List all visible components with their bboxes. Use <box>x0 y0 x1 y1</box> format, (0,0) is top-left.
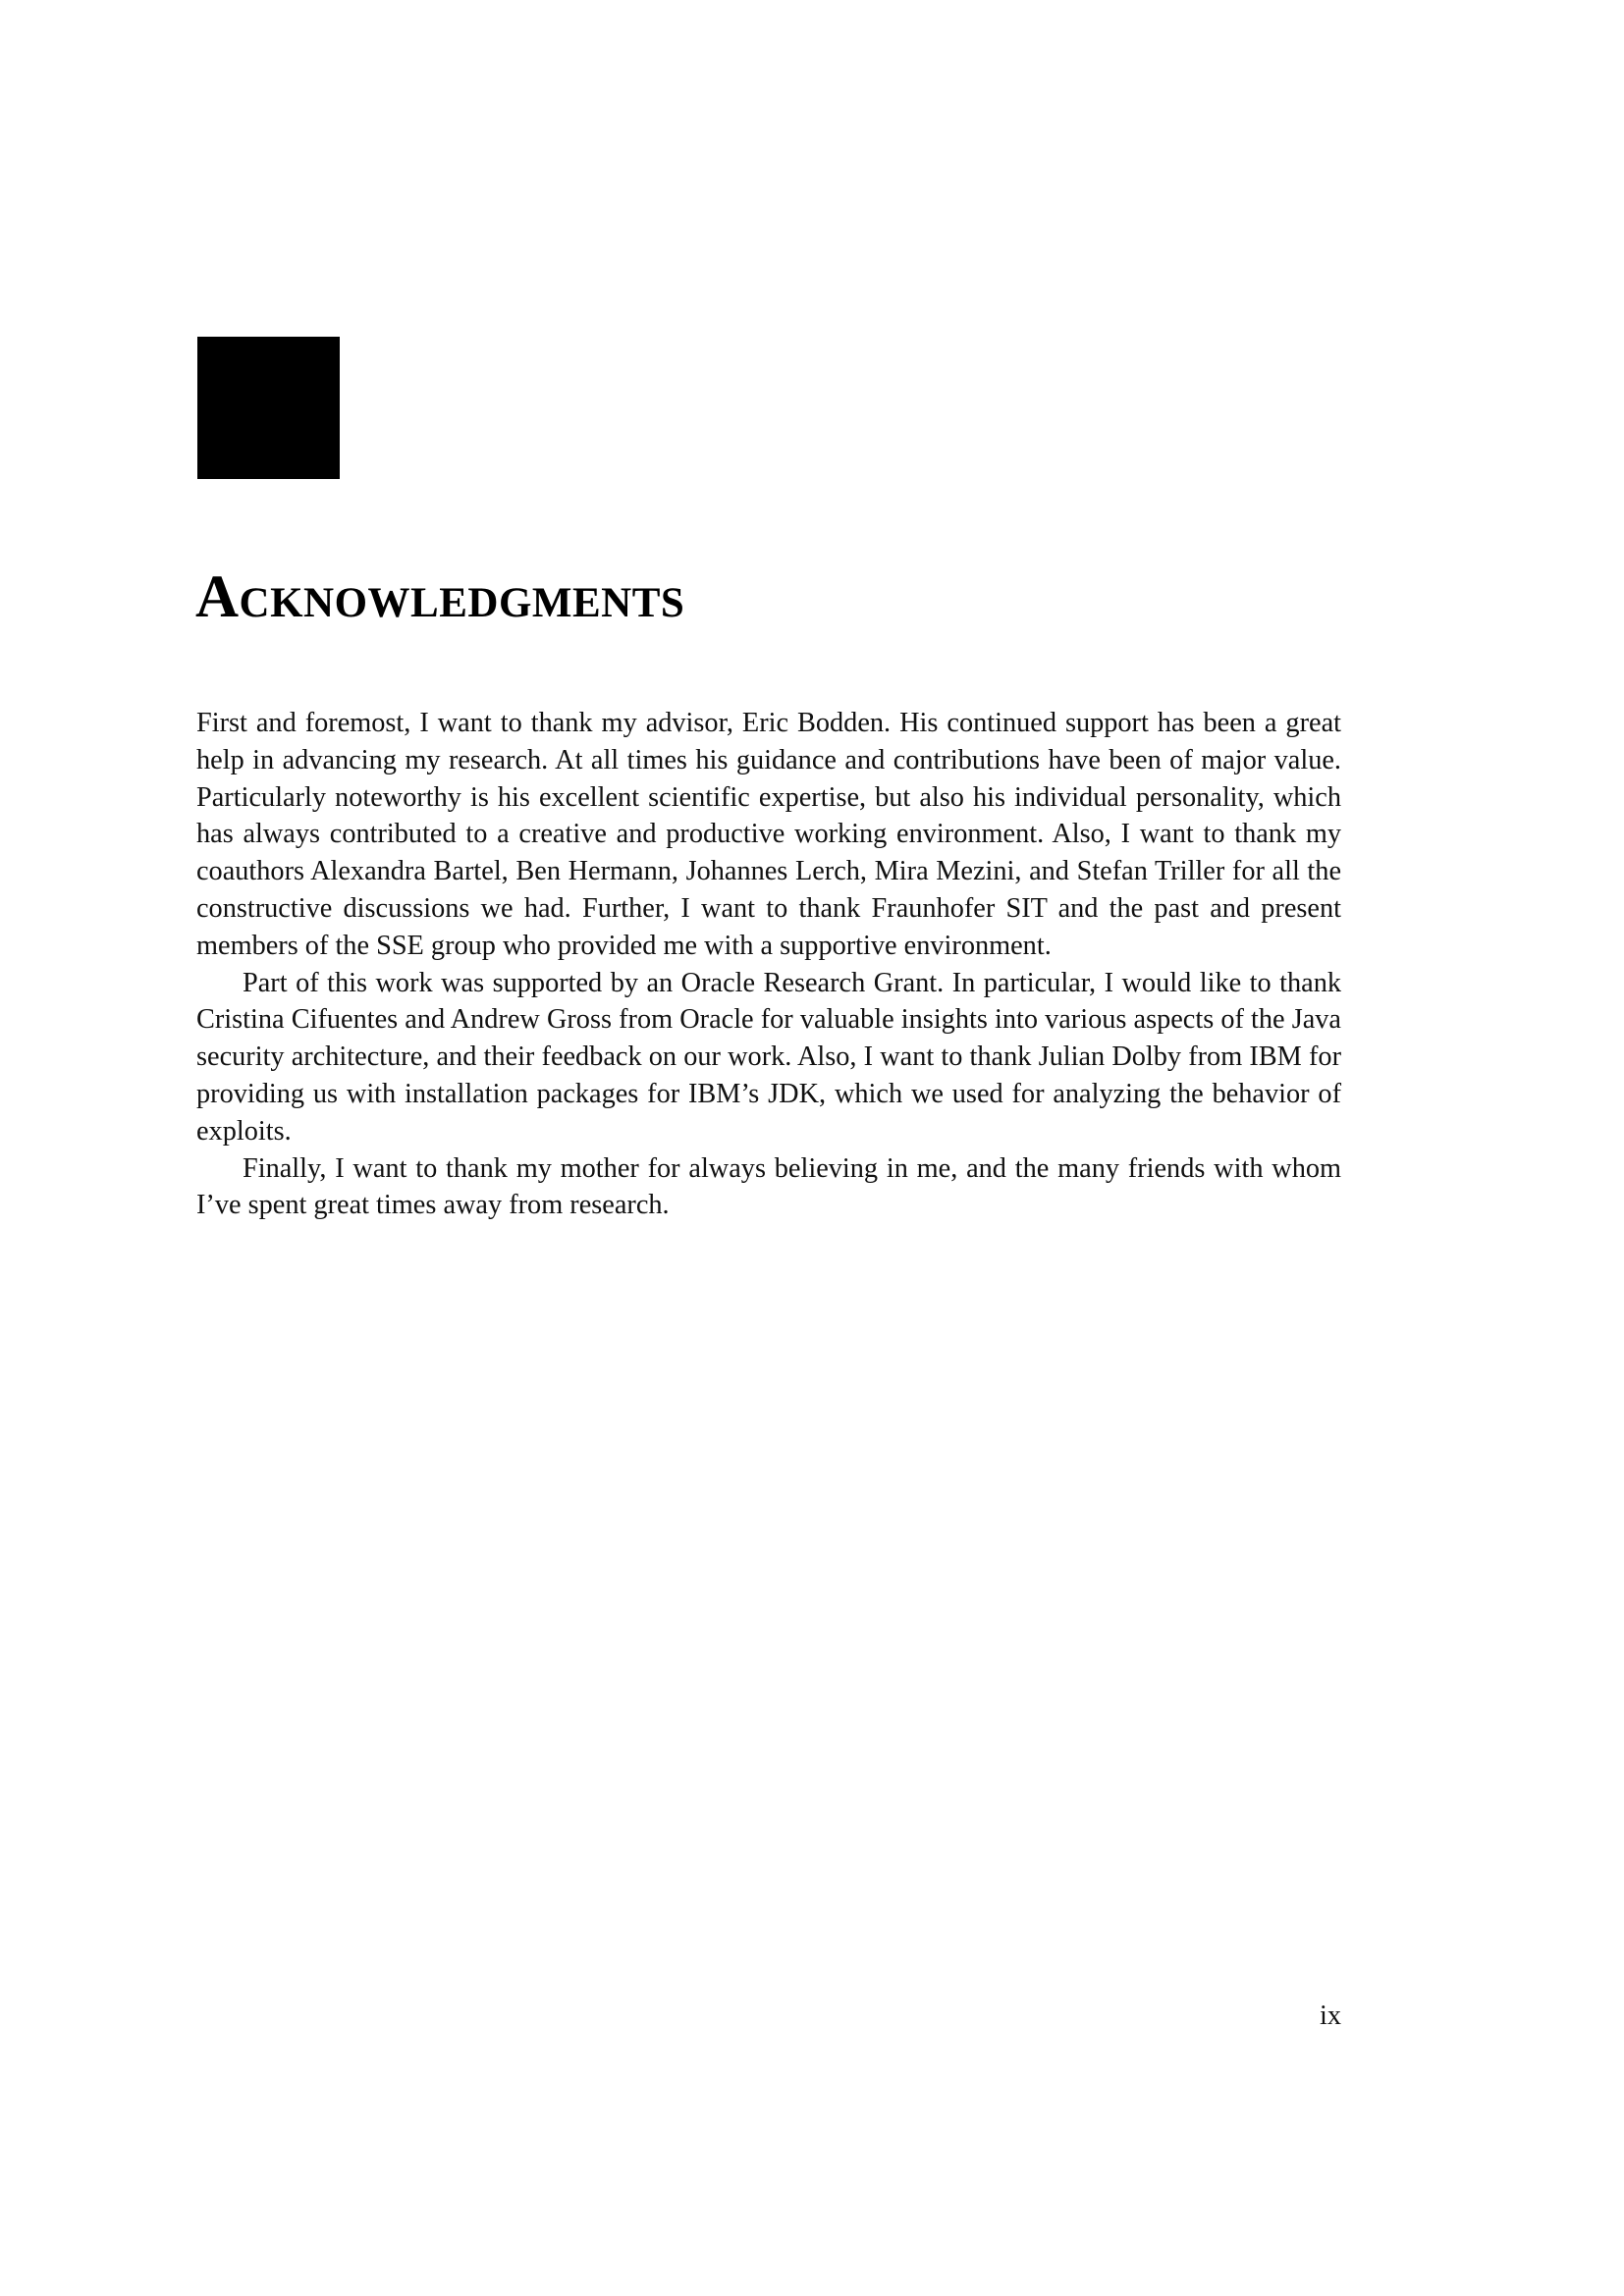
acknowledgments-body <box>196 705 1341 1224</box>
paragraph-advisor: First and foremost, I want to thank my advisor, Eric Bodden. His continued support has been a great help in advancing my research. At all times his guidance and contributions have been of major value. Particularly noteworthy is his excellent scientific expertise, but also his individual personality, which has always contributed to a creative and productive working environment. Also, I want to thank my coauthors Alexandra Bartel, Ben Hermann, Johannes Lerch, Mira Mezini, and Stefan Triller for all the constructive discussions we had. Further, I want to thank Fraunhofer SIT and the past and present members of the SSE group who provided me with a supportive environment. <box>196 708 1341 961</box>
chapter-title: Acknowledgments <box>195 564 685 630</box>
paragraph-family-friends: Finally, I want to thank my mother for always believing in me, and the many friends with whom I’ve spent great times away from research. <box>196 1152 1341 1221</box>
chapter-marker-block <box>197 337 340 479</box>
paragraph-funding: Part of this work was supported by an Oracle Research Grant. In particular, I would like to thank Cristina Cifuentes and Andrew Gross from Oracle for valuable insights into various aspects of the Java security architecture, and their feedback on our work. Also, I want to thank Julian Dolby from IBM for providing us with installation packages for IBM’s JDK, which we used for analyzing the behavior of exploits. <box>196 967 1341 1147</box>
page-number: ix <box>1319 2001 1341 2031</box>
